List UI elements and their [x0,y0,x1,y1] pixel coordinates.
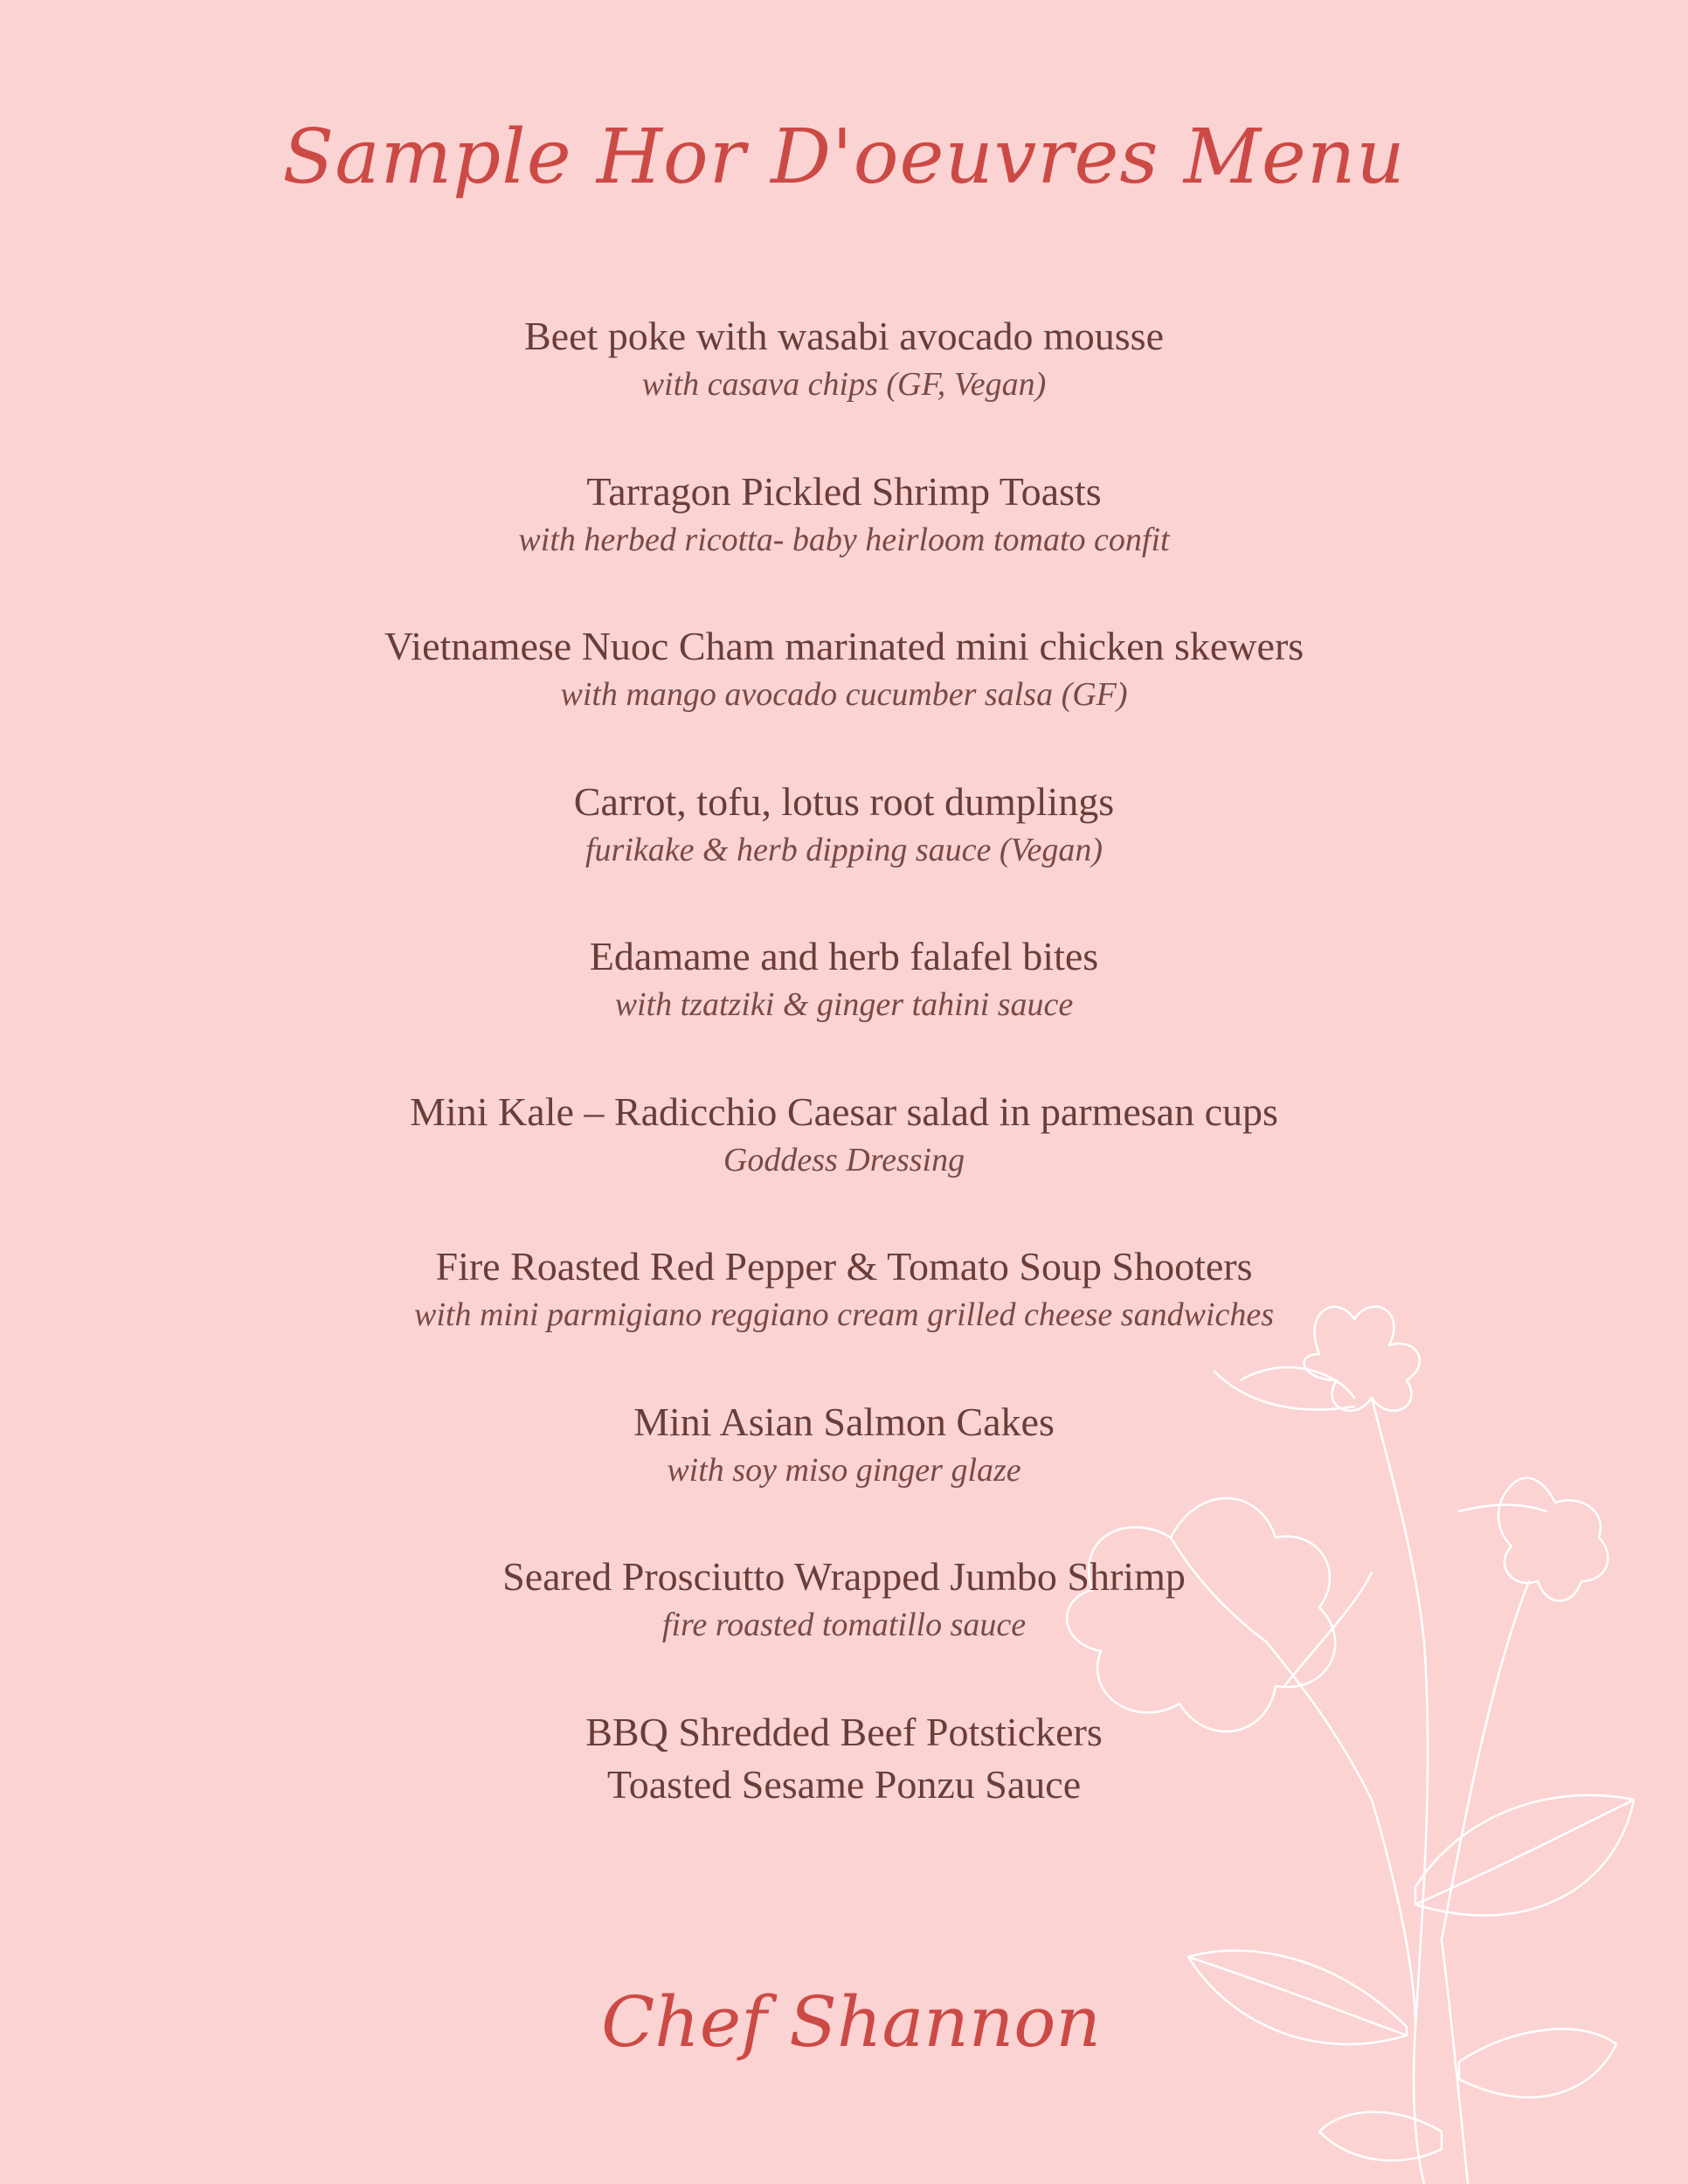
menu-item-desc: with soy miso ginger glaze [667,1451,1021,1489]
list-item [0,1706,1688,1862]
menu-item-desc: Goddess Dressing [723,1141,965,1178]
menu-item-desc: with mango avocado cucumber salsa (GF) [560,676,1128,713]
list-item [0,466,1688,621]
menu-list [0,310,1688,1861]
chef-signature: Chef Shannon [601,1981,1101,2063]
menu-item-name: Tarragon Pickled Shrimp Toasts [586,468,1102,514]
menu-item-name: Mini Asian Salmon Cakes [633,1399,1055,1444]
menu-item-name: Carrot, tofu, lotus root dumplings [573,778,1115,824]
list-item [0,930,1688,1086]
list-item [0,776,1688,931]
menu-item-name: Fire Roasted Red Pepper & Tomato Soup Shooters [435,1244,1253,1289]
menu-item-desc: with casava chips (GF, Vegan) [641,366,1047,403]
menu-item-desc: with mini parmigiano reggiano cream grilled cheese sandwiches [413,1296,1274,1333]
menu-item-name: Vietnamese Nuoc Cham marinated mini chicken skewers [384,624,1304,668]
menu-item-name: Seared Prosciutto Wrapped Jumbo Shrimp [502,1554,1186,1599]
menu-item-desc: with herbed ricotta- baby heirloom tomato confit [518,521,1170,558]
list-item [0,310,1688,466]
menu-item-name: Beet poke with wasabi avocado mousse [524,314,1164,358]
menu-item-name: Edamame and herb falafel bites [589,934,1099,978]
menu-item-desc: with tzatziki & ginger tahini sauce [614,986,1074,1023]
list-item [0,1551,1688,1706]
list-item [0,620,1688,776]
menu-item-desc: furikake & herb dipping sauce (Vegan) [585,831,1103,868]
menu-item-name: BBQ Shredded Beef Potstickers [585,1709,1103,1754]
menu-item-desc: fire roasted tomatillo sauce [661,1607,1027,1643]
list-item [0,1241,1688,1396]
menu-item-name: Mini Kale – Radicchio Caesar salad in parmesan cups [410,1089,1278,1134]
page-title: Sample Hor D'oeuvres Menu [282,114,1406,201]
menu-item-desc: Toasted Sesame Ponzu Sauce [606,1761,1082,1807]
list-item [0,1086,1688,1241]
list-item [0,1396,1688,1552]
